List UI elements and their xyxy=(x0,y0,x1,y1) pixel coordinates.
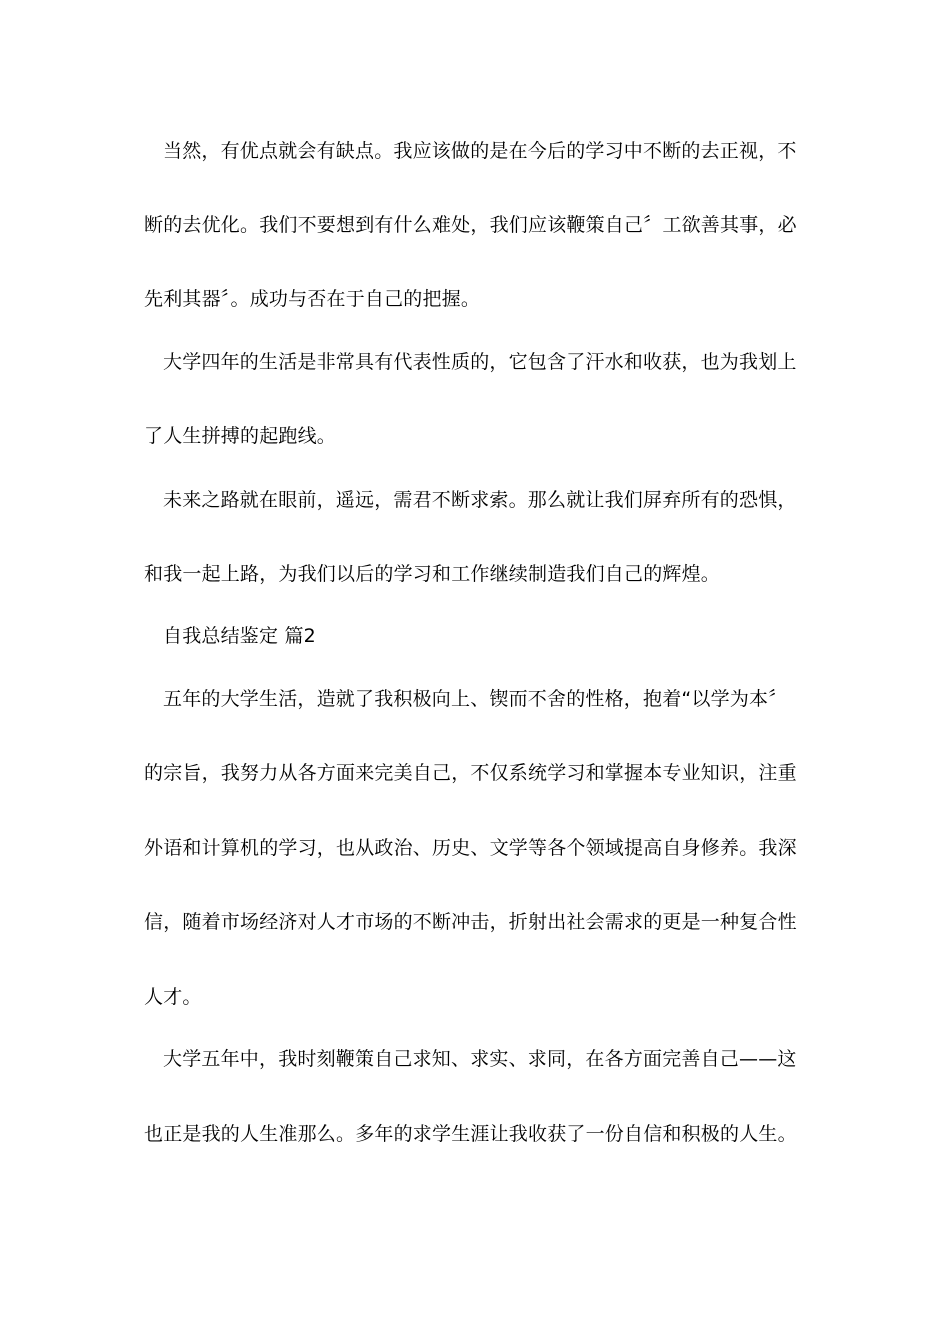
paragraph-3-line-2: 和我一起上路，为我们以后的学习和工作继续制造我们自己的辉煌。 xyxy=(144,563,721,585)
paragraph-1-line-3: 先利其器〞。成功与否在于自己的把握。 xyxy=(144,288,481,310)
paragraph-2-line-2: 了人生拼搏的起跑线。 xyxy=(144,425,337,447)
paragraph-5-line-2: 也正是我的人生准那么。多年的求学生涯让我收获了一份自信和积极的人生。 xyxy=(144,1123,797,1145)
paragraph-4-line-1: 五年的大学生活，造就了我积极向上、锲而不舍的性格，抱着“以学为本〞 xyxy=(163,688,788,710)
paragraph-4-line-3: 外语和计算机的学习，也从政治、历史、文学等各个领域提高自身修养。我深 xyxy=(144,837,797,859)
paragraph-1-line-2: 断的去优化。我们不要想到有什么难处，我们应该鞭策自己〞工欲善其事，必 xyxy=(144,214,797,236)
paragraph-5-line-1: 大学五年中，我时刻鞭策自己求知、求实、求同，在各方面完善自己——这 xyxy=(163,1048,797,1070)
paragraph-1-line-1: 当然，有优点就会有缺点。我应该做的是在今后的学习中不断的去正视，不 xyxy=(163,140,797,162)
paragraph-4-line-2: 的宗旨，我努力从各方面来完美自己，不仅系统学习和掌握本专业知识，注重 xyxy=(144,762,797,784)
paragraph-3-line-1: 未来之路就在眼前，遥远，需君不断求索。那么就让我们屏弃所有的恐惧， xyxy=(163,489,797,511)
paragraph-4-line-4: 信，随着市场经济对人才市场的不断冲击，折射出社会需求的更是一种复合性 xyxy=(144,911,797,933)
paragraph-2-line-1: 大学四年的生活是非常具有代表性质的，它包含了汗水和收获，也为我划上 xyxy=(163,351,797,373)
paragraph-4-line-5: 人才。 xyxy=(144,986,202,1008)
section-heading: 自我总结鉴定 篇2 xyxy=(163,625,316,647)
